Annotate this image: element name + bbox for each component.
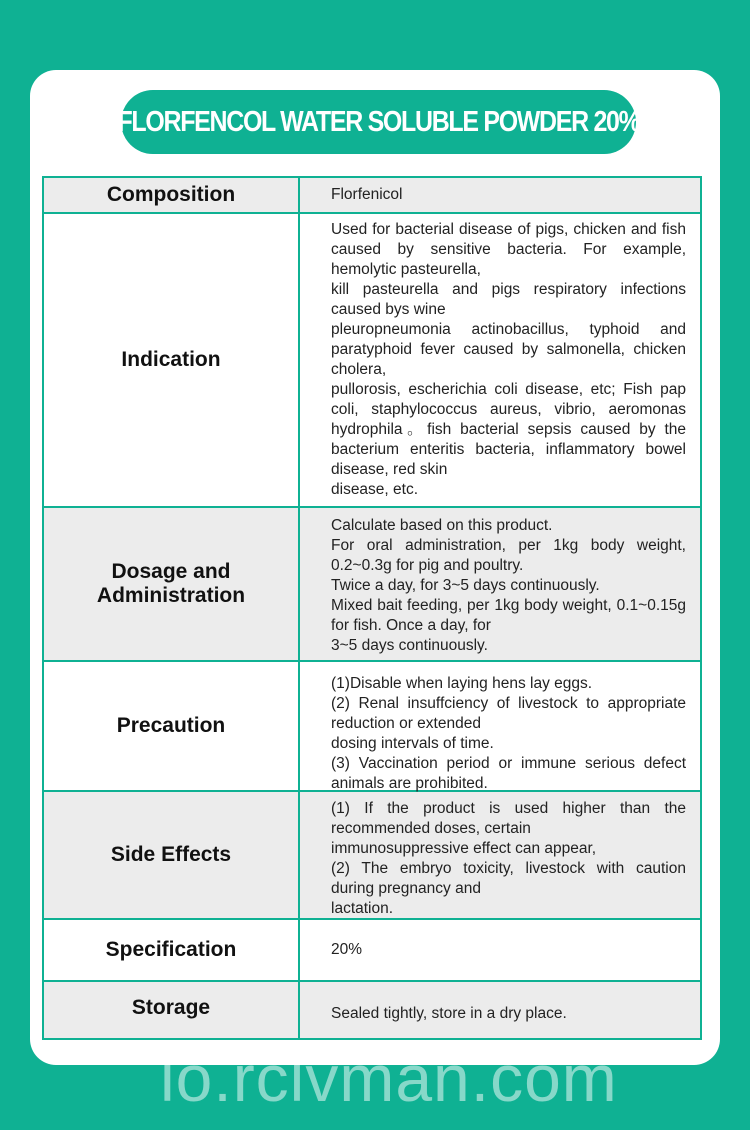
value-line: dosing intervals of time. <box>331 735 494 752</box>
row-value <box>300 792 700 918</box>
title-banner <box>117 90 640 154</box>
value-line: pleuropneumonia actinobacillus, typhoid and paratyphoid fever caused by salmonella, chicken cholera, <box>331 321 686 378</box>
product-spec-table <box>42 176 702 1040</box>
value-line: For oral administration, per 1kg body weight, 0.2~0.3g for pig and poultry. <box>331 537 686 574</box>
value-line: Mixed bait feeding, per 1kg body weight, 0.1~0.15g for fish. Once a day, for <box>331 597 686 634</box>
value-line: (2) Renal insuffciency of livestock to appropriate reduction or extended <box>331 695 686 732</box>
row-value <box>300 214 700 506</box>
value-line: (2) The embryo toxicity, livestock with caution during pregnancy and <box>331 860 686 897</box>
value-line: pullorosis, escherichia coli disease, etc; Fish pap coli, staphylococcus aureus, vibrio, aeromonas hydrophila。fish bacterial sepsis caused by the bacterium enteritis bacteria, inflammatory bowel disease, red skin <box>331 381 686 478</box>
table-row-storage <box>44 982 700 1038</box>
row-label: Precaution <box>44 662 300 790</box>
row-value <box>300 920 700 980</box>
row-value <box>300 982 700 1038</box>
value-line: Calculate based on this product. <box>331 517 553 534</box>
table-row-dosage <box>44 508 700 662</box>
value-line: lactation. <box>331 900 394 917</box>
row-label: Side Effects <box>44 792 300 918</box>
row-value <box>300 508 700 660</box>
row-value <box>300 178 700 212</box>
value-line: (1) If the product is used higher than the recommended doses, certain <box>331 800 686 837</box>
value-line: Florfenicol <box>331 186 403 203</box>
table-row-composition <box>44 178 700 214</box>
value-line: Sealed tightly, store in a dry place. <box>331 1005 567 1022</box>
row-label: Dosage and Administration <box>44 508 300 660</box>
value-line: 3~5 days continuously. <box>331 637 488 654</box>
row-value <box>300 662 700 790</box>
table-row-side-effects <box>44 792 700 920</box>
page-title: FLORFENCOL WATER SOLUBLE POWDER 20% <box>117 105 640 138</box>
value-line: 20% <box>331 941 363 958</box>
value-line: (3) Vaccination period or immune serious defect animals are prohibited. <box>331 755 686 792</box>
table-row-indication <box>44 214 700 508</box>
value-line: (1)Disable when laying hens lay eggs. <box>331 675 593 692</box>
row-label: Composition <box>44 178 300 212</box>
row-label: Storage <box>44 982 300 1038</box>
row-label: Indication <box>44 214 300 506</box>
table-row-precaution <box>44 662 700 792</box>
value-line: disease, etc. <box>331 481 419 498</box>
row-label: Specification <box>44 920 300 980</box>
value-line: Twice a day, for 3~5 days continuously. <box>331 577 600 594</box>
value-line: kill pasteurella and pigs respiratory infections caused bys wine <box>331 281 686 318</box>
value-line: Used for bacterial disease of pigs, chicken and fish caused by sensitive bacteria. For example, hemolytic pasteurella, <box>331 221 686 278</box>
watermark: lo.rclvman.com <box>160 1041 618 1115</box>
value-line: immunosuppressive effect can appear, <box>331 840 597 857</box>
table-row-specification <box>44 920 700 982</box>
